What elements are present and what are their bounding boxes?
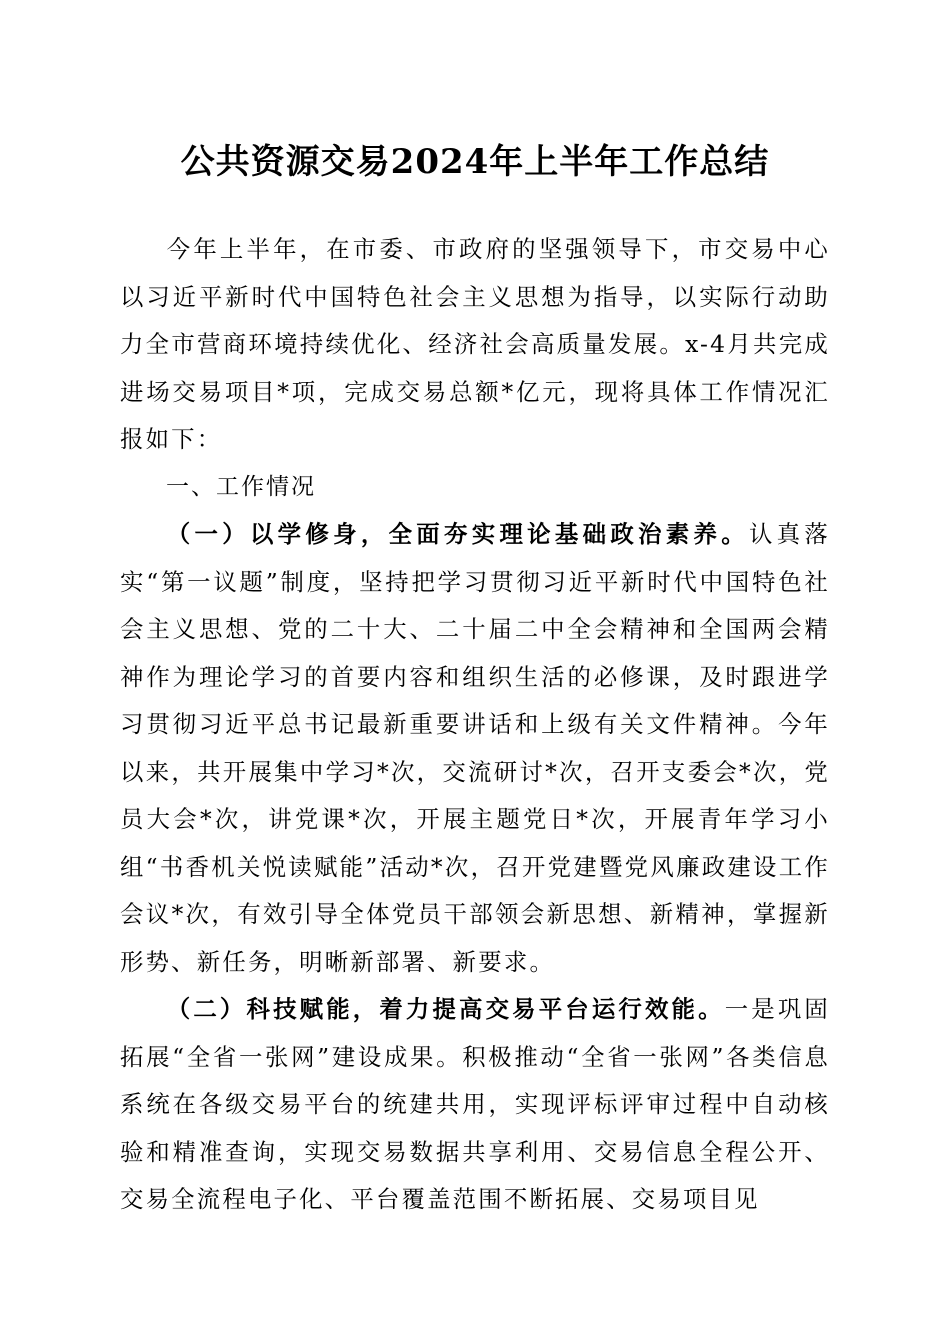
paragraph-study-text: 认真落实“第一议题”制度，坚持把学习贯彻习近平新时代中国特色社会主义思想、党的二十大、二十届二中全会精神和全国两会精神作为理论学习的首要内容和组织生活的必修课，及时跟进学习贯彻习近平总书记最新重要讲话和上级有关文件精神。今年以来，共开展集中学习*次，交流研讨*次，召开支委会*次，党员大会*次，讲党课*次，开展主题党日*次，开展青年学习小组“书香机关悦读赋能”活动*次，召开党建暨党风廉政建设工作会议*次，有效引导全体党员干部领会新思想、新精神，掌握新形势、新任务，明晰新部署、新要求。 xyxy=(120,520,830,976)
paragraph-study-lead: （一）以学修身，全面夯实理论基础政治素养。 xyxy=(166,520,749,548)
paragraph-technology-text: 一是巩固拓展“全省一张网”建设成果。积极推动“全省一张网”各类信息系统在各级交易平台的统建共用，实现评标评审过程中自动核验和精准查询，实现交易数据共享利用、交易信息全程公开、交易全流程电子化、平台覆盖范围不断拓展、交易项目见 xyxy=(120,995,830,1213)
section-heading-work-status: 一、工作情况 xyxy=(166,473,316,500)
document-body xyxy=(120,226,830,1224)
intro-paragraph: 今年上半年，在市委、市政府的坚强领导下，市交易中心以习近平新时代中国特色社会主义思想为指导，以实际行动助力全市营商环境持续优化、经济社会高质量发展。x-4月共完成进场交易项目*项，完成交易总额*亿元，现将具体工作情况汇报如下： xyxy=(120,235,830,453)
paragraph-technology-lead: （二）科技赋能，着力提高交易平台运行效能。 xyxy=(166,995,725,1023)
paragraph-technology xyxy=(120,986,830,1224)
document-title: 公共资源交易2024年上半年工作总结 xyxy=(180,142,770,182)
paragraph-study xyxy=(120,511,830,986)
